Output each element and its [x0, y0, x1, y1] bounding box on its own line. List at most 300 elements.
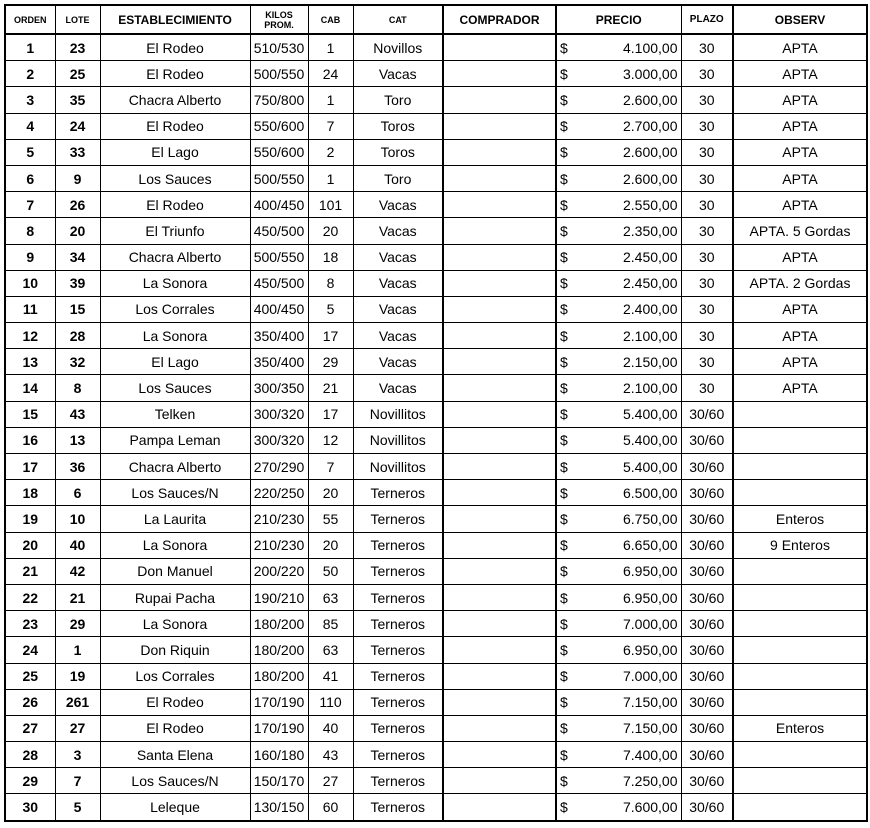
header-cat: CAT: [353, 5, 443, 34]
cell-orden: 1: [5, 34, 55, 61]
cell-establecimiento: El Triunfo: [100, 218, 250, 244]
cell-precio: [556, 794, 681, 821]
cell-comprador: [443, 349, 556, 375]
cell-lote: 33: [55, 139, 100, 165]
price-value: 6.650,00: [623, 537, 678, 554]
cell-comprador: [443, 742, 556, 768]
cell-plazo: 30/60: [681, 401, 733, 427]
cell-cat: Terneros: [353, 715, 443, 741]
cell-precio: [556, 165, 681, 191]
table-row: [5, 165, 867, 191]
cell-observ: APTA. 5 Gordas: [733, 218, 867, 244]
cell-cab: 7: [308, 113, 353, 139]
cell-plazo: 30/60: [681, 532, 733, 558]
currency-symbol: $: [560, 537, 568, 554]
cell-cat: Vacas: [353, 61, 443, 87]
cell-precio: [556, 61, 681, 87]
cell-plazo: 30: [681, 218, 733, 244]
table-row: [5, 244, 867, 270]
cell-kilos: 450/500: [250, 270, 308, 296]
cell-plazo: 30: [681, 349, 733, 375]
cell-observ: APTA: [733, 113, 867, 139]
currency-symbol: $: [560, 799, 568, 816]
cell-cat: Vacas: [353, 270, 443, 296]
table-row: [5, 480, 867, 506]
cell-lote: 29: [55, 611, 100, 637]
cell-cat: Terneros: [353, 532, 443, 558]
cell-precio: [556, 611, 681, 637]
cell-cab: 29: [308, 349, 353, 375]
cell-orden: 6: [5, 165, 55, 191]
cell-establecimiento: Rupai Pacha: [100, 584, 250, 610]
cell-lote: 40: [55, 532, 100, 558]
cell-cat: Toros: [353, 113, 443, 139]
currency-symbol: $: [560, 196, 568, 213]
cell-kilos: 400/450: [250, 192, 308, 218]
header-kilos: KILOS PROM.: [250, 5, 308, 34]
table-row: [5, 611, 867, 637]
price-value: 6.950,00: [623, 563, 678, 580]
cell-precio: [556, 192, 681, 218]
price-value: 4.100,00: [623, 39, 678, 56]
cell-orden: 5: [5, 139, 55, 165]
cell-observ: APTA: [733, 244, 867, 270]
table-row: [5, 192, 867, 218]
cell-cat: Terneros: [353, 506, 443, 532]
cell-orden: 26: [5, 689, 55, 715]
currency-symbol: $: [560, 65, 568, 82]
cell-lote: 8: [55, 375, 100, 401]
cell-plazo: 30/60: [681, 506, 733, 532]
currency-symbol: $: [560, 720, 568, 737]
cell-cab: 40: [308, 715, 353, 741]
cell-observ: APTA: [733, 192, 867, 218]
cell-cat: Terneros: [353, 768, 443, 794]
cell-comprador: [443, 454, 556, 480]
cell-kilos: 450/500: [250, 218, 308, 244]
table-row: [5, 61, 867, 87]
cell-kilos: 300/320: [250, 401, 308, 427]
cell-precio: [556, 401, 681, 427]
cell-comprador: [443, 270, 556, 296]
cell-cat: Vacas: [353, 192, 443, 218]
cell-establecimiento: Chacra Alberto: [100, 244, 250, 270]
cell-lote: 15: [55, 296, 100, 322]
cell-observ: APTA: [733, 61, 867, 87]
cell-lote: 42: [55, 558, 100, 584]
currency-symbol: $: [560, 668, 568, 685]
cell-comprador: [443, 689, 556, 715]
cell-comprador: [443, 192, 556, 218]
cell-orden: 8: [5, 218, 55, 244]
cell-cat: Novillos: [353, 34, 443, 61]
table-row: [5, 34, 867, 61]
cell-observ: APTA: [733, 296, 867, 322]
table-row: [5, 768, 867, 794]
cell-cab: 41: [308, 663, 353, 689]
cell-precio: [556, 742, 681, 768]
cell-establecimiento: Los Sauces/N: [100, 768, 250, 794]
cell-comprador: [443, 61, 556, 87]
cell-establecimiento: Don Manuel: [100, 558, 250, 584]
cell-establecimiento: Santa Elena: [100, 742, 250, 768]
header-comprador: COMPRADOR: [443, 5, 556, 34]
cell-cat: Novillitos: [353, 401, 443, 427]
currency-symbol: $: [560, 458, 568, 475]
cell-cab: 20: [308, 480, 353, 506]
table-row: [5, 323, 867, 349]
price-value: 6.500,00: [623, 484, 678, 501]
price-value: 7.600,00: [623, 799, 678, 816]
price-value: 2.450,00: [623, 275, 678, 292]
cell-observ: 9 Enteros: [733, 532, 867, 558]
cell-plazo: 30/60: [681, 558, 733, 584]
cell-observ: [733, 454, 867, 480]
price-value: 2.600,00: [623, 144, 678, 161]
cell-cab: 1: [308, 87, 353, 113]
table-row: [5, 794, 867, 821]
cell-observ: [733, 663, 867, 689]
cell-comprador: [443, 663, 556, 689]
price-value: 7.400,00: [623, 746, 678, 763]
cell-comprador: [443, 611, 556, 637]
cell-cat: Terneros: [353, 558, 443, 584]
cell-precio: [556, 558, 681, 584]
cell-comprador: [443, 34, 556, 61]
cell-observ: [733, 794, 867, 821]
cell-plazo: 30: [681, 87, 733, 113]
cell-orden: 20: [5, 532, 55, 558]
cell-observ: APTA: [733, 375, 867, 401]
cell-orden: 22: [5, 584, 55, 610]
cell-kilos: 170/190: [250, 689, 308, 715]
cell-lote: 21: [55, 584, 100, 610]
price-value: 2.100,00: [623, 327, 678, 344]
cell-cab: 43: [308, 742, 353, 768]
cell-orden: 23: [5, 611, 55, 637]
cell-cat: Toro: [353, 165, 443, 191]
cell-plazo: 30: [681, 323, 733, 349]
cell-comprador: [443, 165, 556, 191]
currency-symbol: $: [560, 380, 568, 397]
cell-cat: Terneros: [353, 742, 443, 768]
cell-observ: APTA: [733, 34, 867, 61]
cell-cab: 1: [308, 165, 353, 191]
table-row: [5, 401, 867, 427]
cell-orden: 24: [5, 637, 55, 663]
currency-symbol: $: [560, 353, 568, 370]
cell-plazo: 30/60: [681, 768, 733, 794]
cell-precio: [556, 218, 681, 244]
cell-orden: 13: [5, 349, 55, 375]
cell-orden: 9: [5, 244, 55, 270]
cell-establecimiento: El Rodeo: [100, 61, 250, 87]
cell-orden: 10: [5, 270, 55, 296]
currency-symbol: $: [560, 694, 568, 711]
cell-lote: 39: [55, 270, 100, 296]
price-value: 7.000,00: [623, 668, 678, 685]
header-plazo: PLAZO: [681, 5, 733, 34]
cell-establecimiento: Don Riquin: [100, 637, 250, 663]
table-row: [5, 506, 867, 532]
cell-establecimiento: Pampa Leman: [100, 427, 250, 453]
cell-establecimiento: Chacra Alberto: [100, 454, 250, 480]
cell-establecimiento: El Rodeo: [100, 689, 250, 715]
currency-symbol: $: [560, 91, 568, 108]
cell-establecimiento: El Rodeo: [100, 715, 250, 741]
cell-cat: Terneros: [353, 480, 443, 506]
cell-cat: Terneros: [353, 663, 443, 689]
cell-lote: 19: [55, 663, 100, 689]
cell-observ: Enteros: [733, 506, 867, 532]
cell-orden: 25: [5, 663, 55, 689]
cell-kilos: 180/200: [250, 663, 308, 689]
cell-establecimiento: El Lago: [100, 349, 250, 375]
cell-lote: 35: [55, 87, 100, 113]
cell-kilos: 200/220: [250, 558, 308, 584]
currency-symbol: $: [560, 432, 568, 449]
cell-precio: [556, 637, 681, 663]
cell-observ: APTA: [733, 139, 867, 165]
cell-establecimiento: Los Sauces: [100, 165, 250, 191]
currency-symbol: $: [560, 327, 568, 344]
cell-cat: Vacas: [353, 323, 443, 349]
cell-plazo: 30: [681, 113, 733, 139]
cell-precio: [556, 506, 681, 532]
cell-comprador: [443, 715, 556, 741]
cell-establecimiento: La Sonora: [100, 611, 250, 637]
cell-plazo: 30/60: [681, 427, 733, 453]
cell-precio: [556, 349, 681, 375]
cell-cat: Terneros: [353, 794, 443, 821]
cell-orden: 11: [5, 296, 55, 322]
cell-comprador: [443, 506, 556, 532]
cell-comprador: [443, 637, 556, 663]
cell-observ: [733, 689, 867, 715]
table-row: [5, 375, 867, 401]
cell-plazo: 30: [681, 192, 733, 218]
header-orden: ORDEN: [5, 5, 55, 34]
cell-lote: 36: [55, 454, 100, 480]
cell-lote: 3: [55, 742, 100, 768]
cell-comprador: [443, 794, 556, 821]
cell-precio: [556, 584, 681, 610]
cell-lote: 23: [55, 34, 100, 61]
cell-cat: Vacas: [353, 244, 443, 270]
cell-orden: 2: [5, 61, 55, 87]
table-row: [5, 689, 867, 715]
table-row: [5, 87, 867, 113]
cell-orden: 12: [5, 323, 55, 349]
cell-precio: [556, 768, 681, 794]
cell-lote: 13: [55, 427, 100, 453]
cell-precio: [556, 113, 681, 139]
cell-cab: 110: [308, 689, 353, 715]
cell-cab: 5: [308, 296, 353, 322]
cell-precio: [556, 427, 681, 453]
price-value: 2.150,00: [623, 353, 678, 370]
table-row: [5, 558, 867, 584]
cell-establecimiento: Los Sauces/N: [100, 480, 250, 506]
cell-lote: 34: [55, 244, 100, 270]
table-row: [5, 637, 867, 663]
cell-cat: Terneros: [353, 584, 443, 610]
currency-symbol: $: [560, 249, 568, 266]
cell-plazo: 30: [681, 375, 733, 401]
cell-plazo: 30: [681, 61, 733, 87]
currency-symbol: $: [560, 615, 568, 632]
cell-cat: Vacas: [353, 349, 443, 375]
price-value: 6.750,00: [623, 510, 678, 527]
currency-symbol: $: [560, 222, 568, 239]
currency-symbol: $: [560, 406, 568, 423]
currency-symbol: $: [560, 484, 568, 501]
table-row: [5, 218, 867, 244]
cell-precio: [556, 663, 681, 689]
price-value: 7.150,00: [623, 694, 678, 711]
table-row: [5, 113, 867, 139]
cell-plazo: 30: [681, 165, 733, 191]
cell-cab: 20: [308, 218, 353, 244]
price-value: 3.000,00: [623, 65, 678, 82]
currency-symbol: $: [560, 39, 568, 56]
cell-cab: 20: [308, 532, 353, 558]
cell-plazo: 30/60: [681, 742, 733, 768]
cell-cat: Vacas: [353, 296, 443, 322]
cell-kilos: 510/530: [250, 34, 308, 61]
cell-cat: Terneros: [353, 611, 443, 637]
cell-comprador: [443, 375, 556, 401]
cell-kilos: 300/350: [250, 375, 308, 401]
cell-kilos: 270/290: [250, 454, 308, 480]
cell-plazo: 30: [681, 296, 733, 322]
cell-orden: 17: [5, 454, 55, 480]
cell-comprador: [443, 401, 556, 427]
cell-precio: [556, 323, 681, 349]
cell-establecimiento: La Laurita: [100, 506, 250, 532]
cell-kilos: 160/180: [250, 742, 308, 768]
price-value: 6.950,00: [623, 641, 678, 658]
cell-cab: 8: [308, 270, 353, 296]
table-row: [5, 349, 867, 375]
table-row: [5, 296, 867, 322]
cell-precio: [556, 139, 681, 165]
cell-establecimiento: La Sonora: [100, 270, 250, 296]
cell-kilos: 750/800: [250, 87, 308, 113]
cell-plazo: 30/60: [681, 454, 733, 480]
cell-precio: [556, 715, 681, 741]
cell-kilos: 550/600: [250, 113, 308, 139]
price-value: 7.000,00: [623, 615, 678, 632]
cell-comprador: [443, 532, 556, 558]
cell-kilos: 180/200: [250, 637, 308, 663]
price-value: 2.350,00: [623, 222, 678, 239]
cell-kilos: 130/150: [250, 794, 308, 821]
cell-comprador: [443, 558, 556, 584]
cell-observ: [733, 637, 867, 663]
cell-observ: APTA. 2 Gordas: [733, 270, 867, 296]
cell-observ: [733, 558, 867, 584]
cell-cat: Toro: [353, 87, 443, 113]
cell-cab: 17: [308, 323, 353, 349]
price-value: 6.950,00: [623, 589, 678, 606]
cell-lote: 43: [55, 401, 100, 427]
currency-symbol: $: [560, 170, 568, 187]
cell-cab: 63: [308, 584, 353, 610]
cell-observ: APTA: [733, 87, 867, 113]
cell-plazo: 30: [681, 244, 733, 270]
cell-cab: 101: [308, 192, 353, 218]
cell-cab: 24: [308, 61, 353, 87]
price-value: 2.550,00: [623, 196, 678, 213]
cell-precio: [556, 532, 681, 558]
cell-kilos: 190/210: [250, 584, 308, 610]
cell-kilos: 150/170: [250, 768, 308, 794]
table-row: [5, 270, 867, 296]
cell-cab: 63: [308, 637, 353, 663]
currency-symbol: $: [560, 118, 568, 135]
cell-cab: 12: [308, 427, 353, 453]
cell-lote: 7: [55, 768, 100, 794]
cell-observ: [733, 401, 867, 427]
cell-observ: [733, 427, 867, 453]
price-value: 2.450,00: [623, 249, 678, 266]
cell-observ: APTA: [733, 349, 867, 375]
header-establecimiento: ESTABLECIMIENTO: [100, 5, 250, 34]
cell-kilos: 170/190: [250, 715, 308, 741]
cell-kilos: 550/600: [250, 139, 308, 165]
cell-orden: 4: [5, 113, 55, 139]
cell-establecimiento: La Sonora: [100, 323, 250, 349]
cell-precio: [556, 689, 681, 715]
cell-cab: 50: [308, 558, 353, 584]
cell-cab: 18: [308, 244, 353, 270]
cell-kilos: 220/250: [250, 480, 308, 506]
cell-observ: APTA: [733, 323, 867, 349]
cell-lote: 24: [55, 113, 100, 139]
cell-cab: 55: [308, 506, 353, 532]
cell-kilos: 210/230: [250, 532, 308, 558]
cell-orden: 30: [5, 794, 55, 821]
cell-orden: 14: [5, 375, 55, 401]
cell-orden: 21: [5, 558, 55, 584]
cell-cab: 7: [308, 454, 353, 480]
cell-establecimiento: La Sonora: [100, 532, 250, 558]
cell-orden: 7: [5, 192, 55, 218]
cell-comprador: [443, 323, 556, 349]
cell-kilos: 350/400: [250, 323, 308, 349]
table-row: [5, 663, 867, 689]
cell-lote: 32: [55, 349, 100, 375]
currency-symbol: $: [560, 746, 568, 763]
cell-plazo: 30: [681, 139, 733, 165]
currency-symbol: $: [560, 563, 568, 580]
cell-precio: [556, 375, 681, 401]
cell-establecimiento: El Lago: [100, 139, 250, 165]
header-precio: PRECIO: [556, 5, 681, 34]
table-row: [5, 139, 867, 165]
cell-lote: 6: [55, 480, 100, 506]
cell-comprador: [443, 584, 556, 610]
cell-precio: [556, 244, 681, 270]
table-row: [5, 742, 867, 768]
cell-orden: 3: [5, 87, 55, 113]
cell-lote: 28: [55, 323, 100, 349]
cell-establecimiento: Los Sauces: [100, 375, 250, 401]
cell-observ: [733, 584, 867, 610]
price-value: 5.400,00: [623, 432, 678, 449]
cell-establecimiento: Telken: [100, 401, 250, 427]
